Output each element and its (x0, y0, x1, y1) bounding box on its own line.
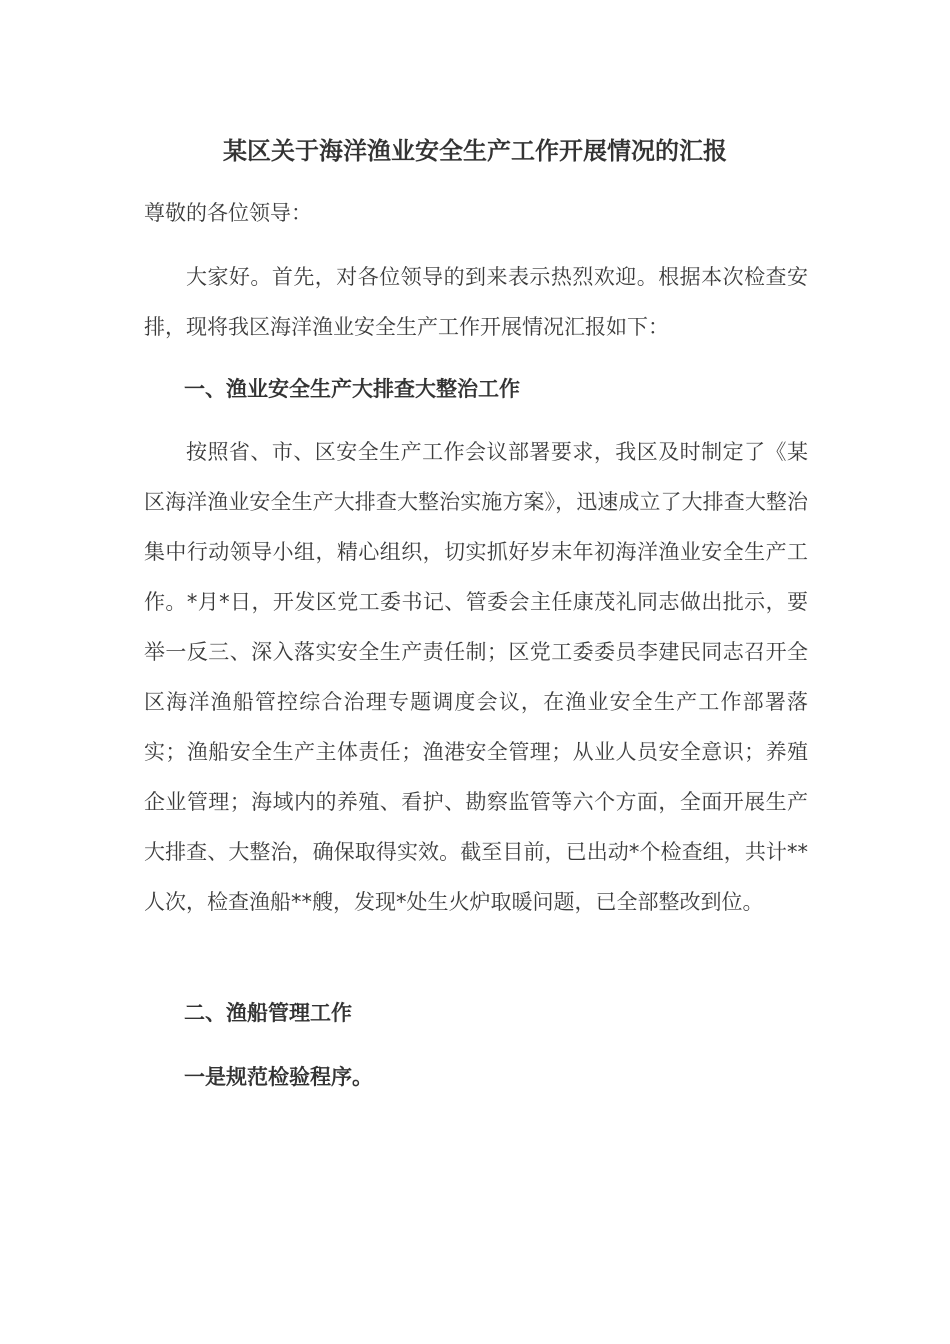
document-title: 某区关于海洋渔业安全生产工作开展情况的汇报 (223, 137, 727, 165)
salutation: 尊敬的各位领导： (144, 201, 312, 225)
subsection-heading: 一是规范检验程序。 (184, 1065, 373, 1089)
section-1-paragraph: 按照省、市、区安全生产工作会议部署要求，我区及时制定了《某区海洋渔业安全生产大排查大整治实施方案》，迅速成立了大排查大整治集中行动领导小组，精心组织，切实抓好岁末年初海洋渔业安全生产工作。*月*日，开发区党工委书记、管委会主任康茂礼同志做出批示，要举一反三、深入落实安全生产责任制；区党工委委员李建民同志召开全区海洋渔船管控综合治理专题调度会议，在渔业安全生产工作部署落实；渔船安全生产主体责任；渔港安全管理；从业人员安全意识；养殖企业管理；海域内的养殖、看护、勘察监管等六个方面，全面开展生产大排查、大整治，确保取得实效。截至目前，已出动*个检查组，共计**人次，检查渔船**艘，发现*处生火炉取暖问题，已全部整改到位。 (144, 440, 808, 914)
section-heading-1: 一、渔业安全生产大排查大整治工作 (184, 377, 520, 401)
intro-paragraph: 大家好。首先，对各位领导的到来表示热烈欢迎。根据本次检查安排，现将我区海洋渔业安全生产工作开展情况汇报如下： (144, 265, 808, 339)
section-heading-2: 二、渔船管理工作 (184, 1001, 352, 1025)
